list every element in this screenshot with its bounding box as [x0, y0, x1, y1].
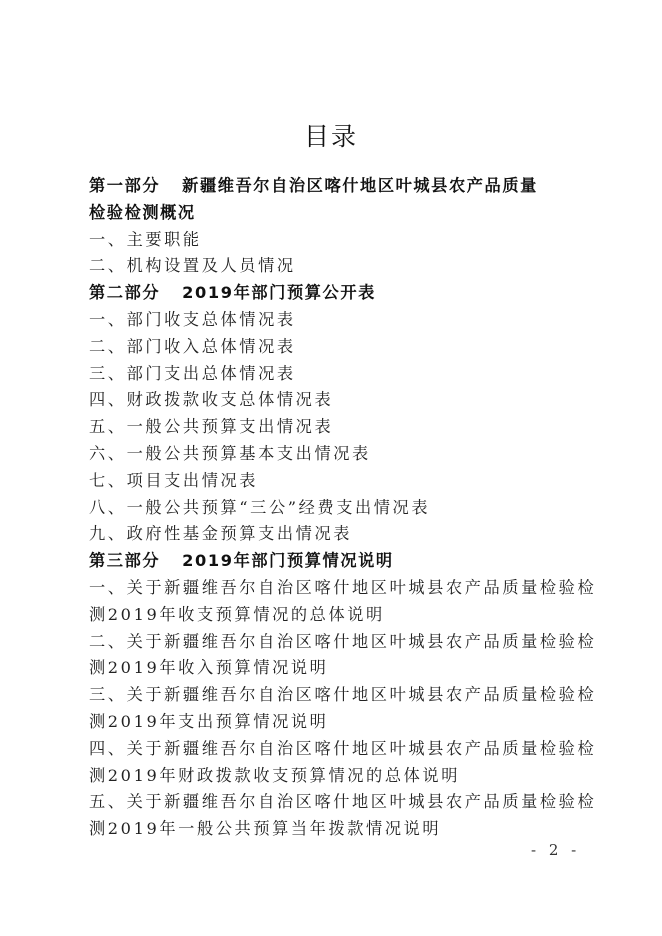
page-number: - 2 -	[531, 841, 581, 859]
page-title: 目录	[303, 122, 358, 151]
toc-item[interactable]: 一、主要职能	[89, 229, 202, 249]
toc-item[interactable]: 四、财政拨款收支总体情况表	[89, 390, 334, 410]
toc-item[interactable]: 五、一般公共预算支出情况表	[89, 417, 334, 437]
part-label: 第三部分	[89, 551, 161, 571]
toc-item-line1[interactable]: 二、关于新疆维吾尔自治区喀什地区叶城县农产品质量检验检	[89, 631, 597, 651]
part-label: 第二部分	[89, 283, 161, 303]
toc-item[interactable]: 一、部门收支总体情况表	[89, 309, 296, 329]
toc-item[interactable]: 九、政府性基金预算支出情况表	[89, 524, 353, 544]
toc-item[interactable]: 六、一般公共预算基本支出情况表	[89, 443, 371, 463]
toc-item-line2[interactable]: 测2019年支出预算情况说明	[89, 711, 329, 731]
part-label: 第一部分	[89, 176, 161, 195]
table-of-contents	[89, 173, 597, 843]
toc-item-line2[interactable]: 测2019年收入预算情况说明	[89, 658, 329, 678]
toc-item-line1[interactable]: 四、关于新疆维吾尔自治区喀什地区叶城县农产品质量检验检	[89, 738, 597, 758]
toc-item-line1[interactable]: 三、关于新疆维吾尔自治区喀什地区叶城县农产品质量检验检	[89, 685, 597, 705]
toc-item-line2[interactable]: 测2019年一般公共预算当年拨款情况说明	[89, 819, 442, 839]
toc-part-1-heading-cont[interactable]: 检验检测概况	[89, 202, 196, 222]
toc-item[interactable]: 二、机构设置及人员情况	[89, 256, 296, 276]
toc-item[interactable]: 二、部门收入总体情况表	[89, 336, 296, 356]
toc-part-3-heading[interactable]	[89, 548, 579, 575]
toc-item[interactable]: 八、一般公共预算“三公”经费支出情况表	[89, 497, 431, 517]
toc-item-line1[interactable]: 一、关于新疆维吾尔自治区喀什地区叶城县农产品质量检验检	[89, 577, 597, 597]
toc-item[interactable]: 七、项目支出情况表	[89, 470, 259, 490]
toc-item-line1[interactable]: 五、关于新疆维吾尔自治区喀什地区叶城县农产品质量检验检	[89, 792, 597, 812]
toc-item-line2[interactable]: 测2019年财政拨款收支预算情况的总体说明	[89, 765, 460, 785]
toc-part-1-heading[interactable]	[89, 173, 579, 200]
toc-part-2-heading[interactable]	[89, 280, 579, 307]
toc-item[interactable]: 三、部门支出总体情况表	[89, 363, 296, 383]
toc-item-line2[interactable]: 测2019年收支预算情况的总体说明	[89, 604, 385, 624]
part-title: 2019年部门预算公开表	[182, 283, 376, 303]
part-title: 2019年部门预算情况说明	[182, 551, 394, 571]
part-title: 新疆维吾尔自治区喀什地区叶城县农产品质量	[182, 176, 538, 195]
